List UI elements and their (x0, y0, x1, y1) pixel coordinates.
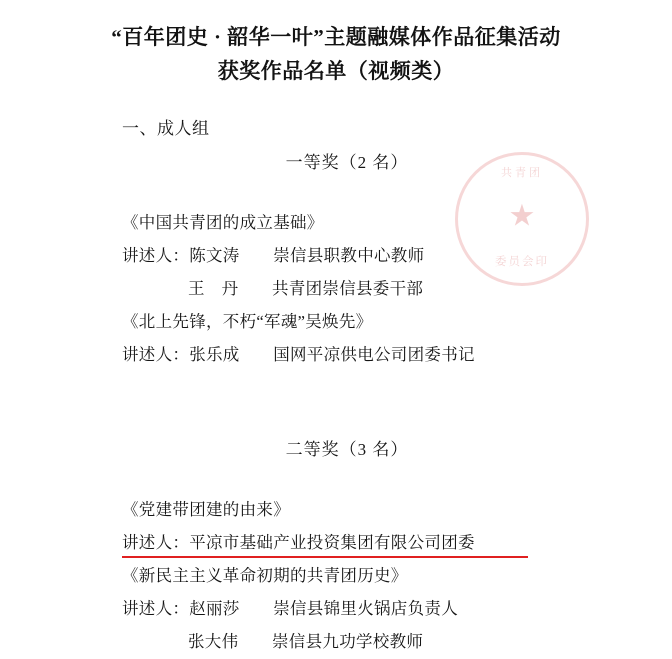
work-title: 《党建带团建的由来》 (122, 500, 290, 519)
award-heading-second-prize: 二等奖（3 名） (285, 440, 409, 459)
document-body (0, 112, 672, 658)
title-line-2: 获奖作品名单（视频类） (217, 59, 455, 83)
red-underline-annotation (122, 556, 528, 558)
entry-line: 讲述人：赵丽莎 崇信县锦里火锅店负责人 (122, 599, 458, 618)
seal-top-text: 共青团 (501, 167, 543, 179)
underlined-entry (122, 526, 612, 559)
entry-line: 王 丹 共青团崇信县委干部 (188, 279, 424, 298)
work-title: 《中国共青团的成立基础》 (122, 213, 324, 232)
work-title: 《北上先锋，不朽“军魂”吴焕先》 (122, 312, 373, 331)
document-title (0, 0, 672, 88)
entry-line: 讲述人：陈文涛 崇信县职教中心教师 (122, 246, 425, 265)
entry-line: 讲述人：张乐成 国网平凉供电公司团委书记 (122, 345, 475, 364)
award-heading-first-prize: 一等奖（2 名） (285, 153, 409, 172)
star-icon: ★ (508, 199, 536, 233)
entry-line: 讲述人：平凉市基础产业投资集团有限公司团委 (122, 533, 475, 552)
work-title: 《新民主主义革命初期的共青团历史》 (122, 566, 408, 585)
seal-bottom-text: 委员会印 (495, 256, 549, 268)
section-heading-adult-group: 一、成人组 (122, 119, 210, 138)
title-line-1: “百年团史 · 韶华一叶”主题融媒体作品征集活动 (111, 25, 561, 49)
entry-line: 张大伟 崇信县九功学校教师 (188, 632, 424, 651)
